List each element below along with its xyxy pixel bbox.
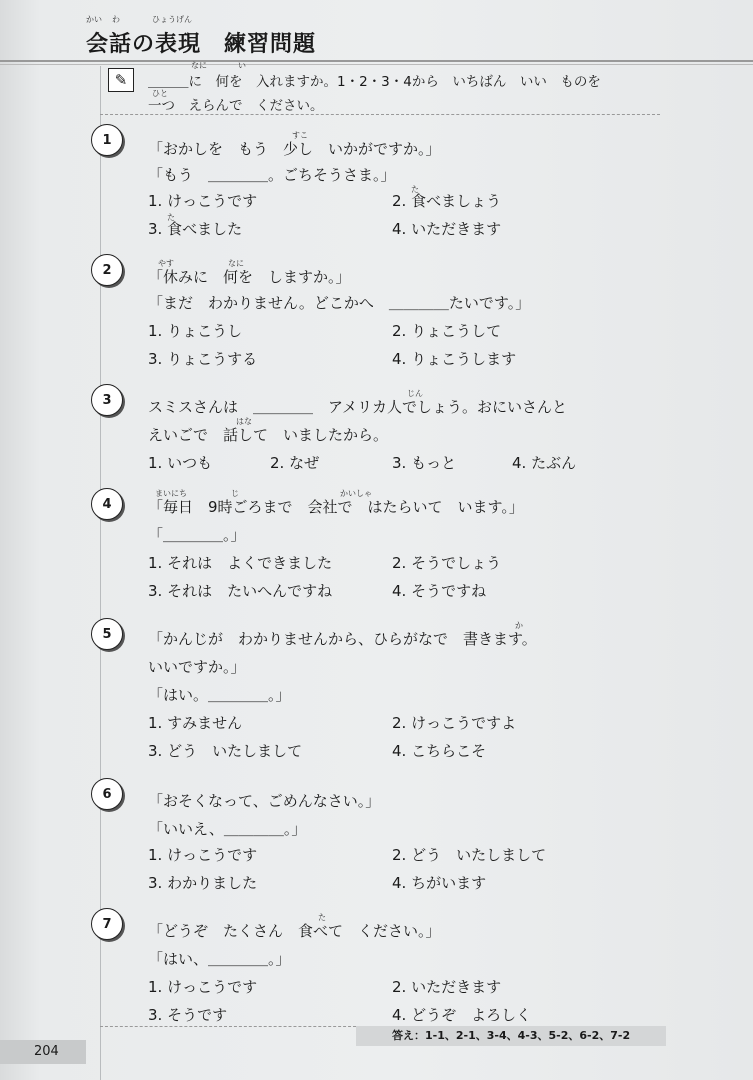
q2-option-4: 4. りょこうします xyxy=(392,350,517,368)
question-number-3: 3 xyxy=(91,384,123,416)
q6-line-2: 「いいえ、＿＿＿＿。」 xyxy=(148,820,307,838)
q1-line-1: 「おかしを もう 少し いかがですか。」 xyxy=(148,140,441,158)
q2-option-2: 2. りょこうして xyxy=(392,322,502,340)
q1-option-3: 3. 食べました xyxy=(148,220,243,238)
q4-line-1: 「毎日 9時ごろまで 会社で はたらいて います。」 xyxy=(148,498,524,516)
q3-ruby: はな xyxy=(236,417,252,426)
q5-option-1: 1. すみません xyxy=(148,714,243,732)
q3-option-3: 3. もっと xyxy=(392,454,457,472)
instruction-line-2: 一つ えらんで ください。 xyxy=(148,98,324,114)
q7-option-1: 1. けっこうです xyxy=(148,978,258,996)
instr-ruby: なに xyxy=(191,61,207,70)
instr-ruby: ひと xyxy=(152,89,168,98)
q7-option-4: 4. どうぞ よろしく xyxy=(392,1006,532,1024)
q6-option-4: 4. ちがいます xyxy=(392,874,487,892)
q3-line-1: スミスさんは ＿＿＿＿ アメリカ人でしょう。おにいさんと xyxy=(148,398,567,416)
page-title: 会話の表現 練習問題 xyxy=(86,32,317,57)
q6-option-3: 3. わかりました xyxy=(148,874,258,892)
title-ruby: わ xyxy=(112,15,120,24)
q5-option-3: 3. どう いたしまして xyxy=(148,742,303,760)
q7-line-2: 「はい、＿＿＿＿。」 xyxy=(148,950,291,968)
q7-option-3: 3. そうです xyxy=(148,1006,228,1024)
q2-line-1: 「休みに 何を しますか。」 xyxy=(148,268,351,286)
q4-ruby: かいしゃ xyxy=(340,489,372,498)
q5-option-4: 4. こちらこそ xyxy=(392,742,487,760)
q3-line-2: えいごで 話して いましたから。 xyxy=(148,426,389,444)
title-bar xyxy=(0,0,753,62)
question-number-5: 5 xyxy=(91,618,123,650)
answer-key: 答え：1-1、2-1、3-4、4-3、5-2、6-2、7-2 xyxy=(356,1026,666,1046)
q1-option-2: 2. 食べましょう xyxy=(392,192,502,210)
q3-option-1: 1. いつも xyxy=(148,454,213,472)
q6-line-1: 「おそくなって、ごめんなさい。」 xyxy=(148,792,381,810)
instructions-divider xyxy=(100,114,660,115)
title-underline xyxy=(0,60,753,62)
q3-option-4: 4. たぶん xyxy=(512,454,577,472)
q2-ruby: やす xyxy=(158,259,174,268)
q5-line-3: 「はい。＿＿＿＿。」 xyxy=(148,686,291,704)
q7-option-2: 2. いただきます xyxy=(392,978,502,996)
q6-option-1: 1. けっこうです xyxy=(148,846,258,864)
q4-ruby: まいにち xyxy=(155,489,187,498)
footer-divider xyxy=(100,1026,356,1027)
question-number-6: 6 xyxy=(91,778,123,810)
title-ruby: かい xyxy=(86,15,102,24)
q2-option-1: 1. りょこうし xyxy=(148,322,243,340)
question-number-2: 2 xyxy=(91,254,123,286)
q4-option-4: 4. そうですね xyxy=(392,582,487,600)
instruction-line-1: ＿＿＿に 何を 入れますか。1・2・3・4から いちばん いい ものを xyxy=(148,74,601,90)
pencil-note-icon: ✎ xyxy=(108,68,134,92)
q4-ruby: じ xyxy=(231,489,239,498)
instructions xyxy=(108,61,668,114)
question-number-4: 4 xyxy=(91,488,123,520)
instr-ruby: い xyxy=(238,61,246,70)
question-number-7: 7 xyxy=(91,908,123,940)
q7-line-1: 「どうぞ たくさん 食べて ください。」 xyxy=(148,922,441,940)
q5-option-2: 2. けっこうですよ xyxy=(392,714,517,732)
q4-line-2: 「＿＿＿＿。」 xyxy=(148,526,246,544)
q3-option-2: 2. なぜ xyxy=(270,454,320,472)
page-number: 204 xyxy=(34,1044,59,1059)
q2-option-3: 3. りょこうする xyxy=(148,350,258,368)
q5-ruby: か xyxy=(515,621,523,630)
q4-option-1: 1. それは よくできました xyxy=(148,554,333,572)
q4-option-2: 2. そうでしょう xyxy=(392,554,502,572)
q1-line-2: 「もう ＿＿＿＿。ごちそうさま。」 xyxy=(148,166,396,184)
q3-ruby: じん xyxy=(407,389,423,398)
q6-option-2: 2. どう いたしまして xyxy=(392,846,547,864)
q7-ruby: た xyxy=(318,913,326,922)
title-underline-thin xyxy=(0,64,753,65)
q5-line-1: 「かんじが わかりませんから、ひらがなで 書きます。 xyxy=(148,630,537,648)
q2-line-2: 「まだ わかりません。どこかへ ＿＿＿＿たいです。」 xyxy=(148,294,531,312)
q1-option-1: 1. けっこうです xyxy=(148,192,258,210)
q2-ruby: なに xyxy=(228,259,244,268)
q1-option-4: 4. いただきます xyxy=(392,220,502,238)
q4-option-3: 3. それは たいへんですね xyxy=(148,582,333,600)
title-ruby: ひょうげん xyxy=(152,15,192,24)
q1-option-ruby: た xyxy=(411,185,419,194)
q1-ruby: すこ xyxy=(292,131,308,140)
q1-option-ruby: た xyxy=(167,213,175,222)
q5-line-2: いいですか。」 xyxy=(148,658,246,676)
page-number-tab xyxy=(0,1040,86,1064)
question-number-1: 1 xyxy=(91,124,123,156)
